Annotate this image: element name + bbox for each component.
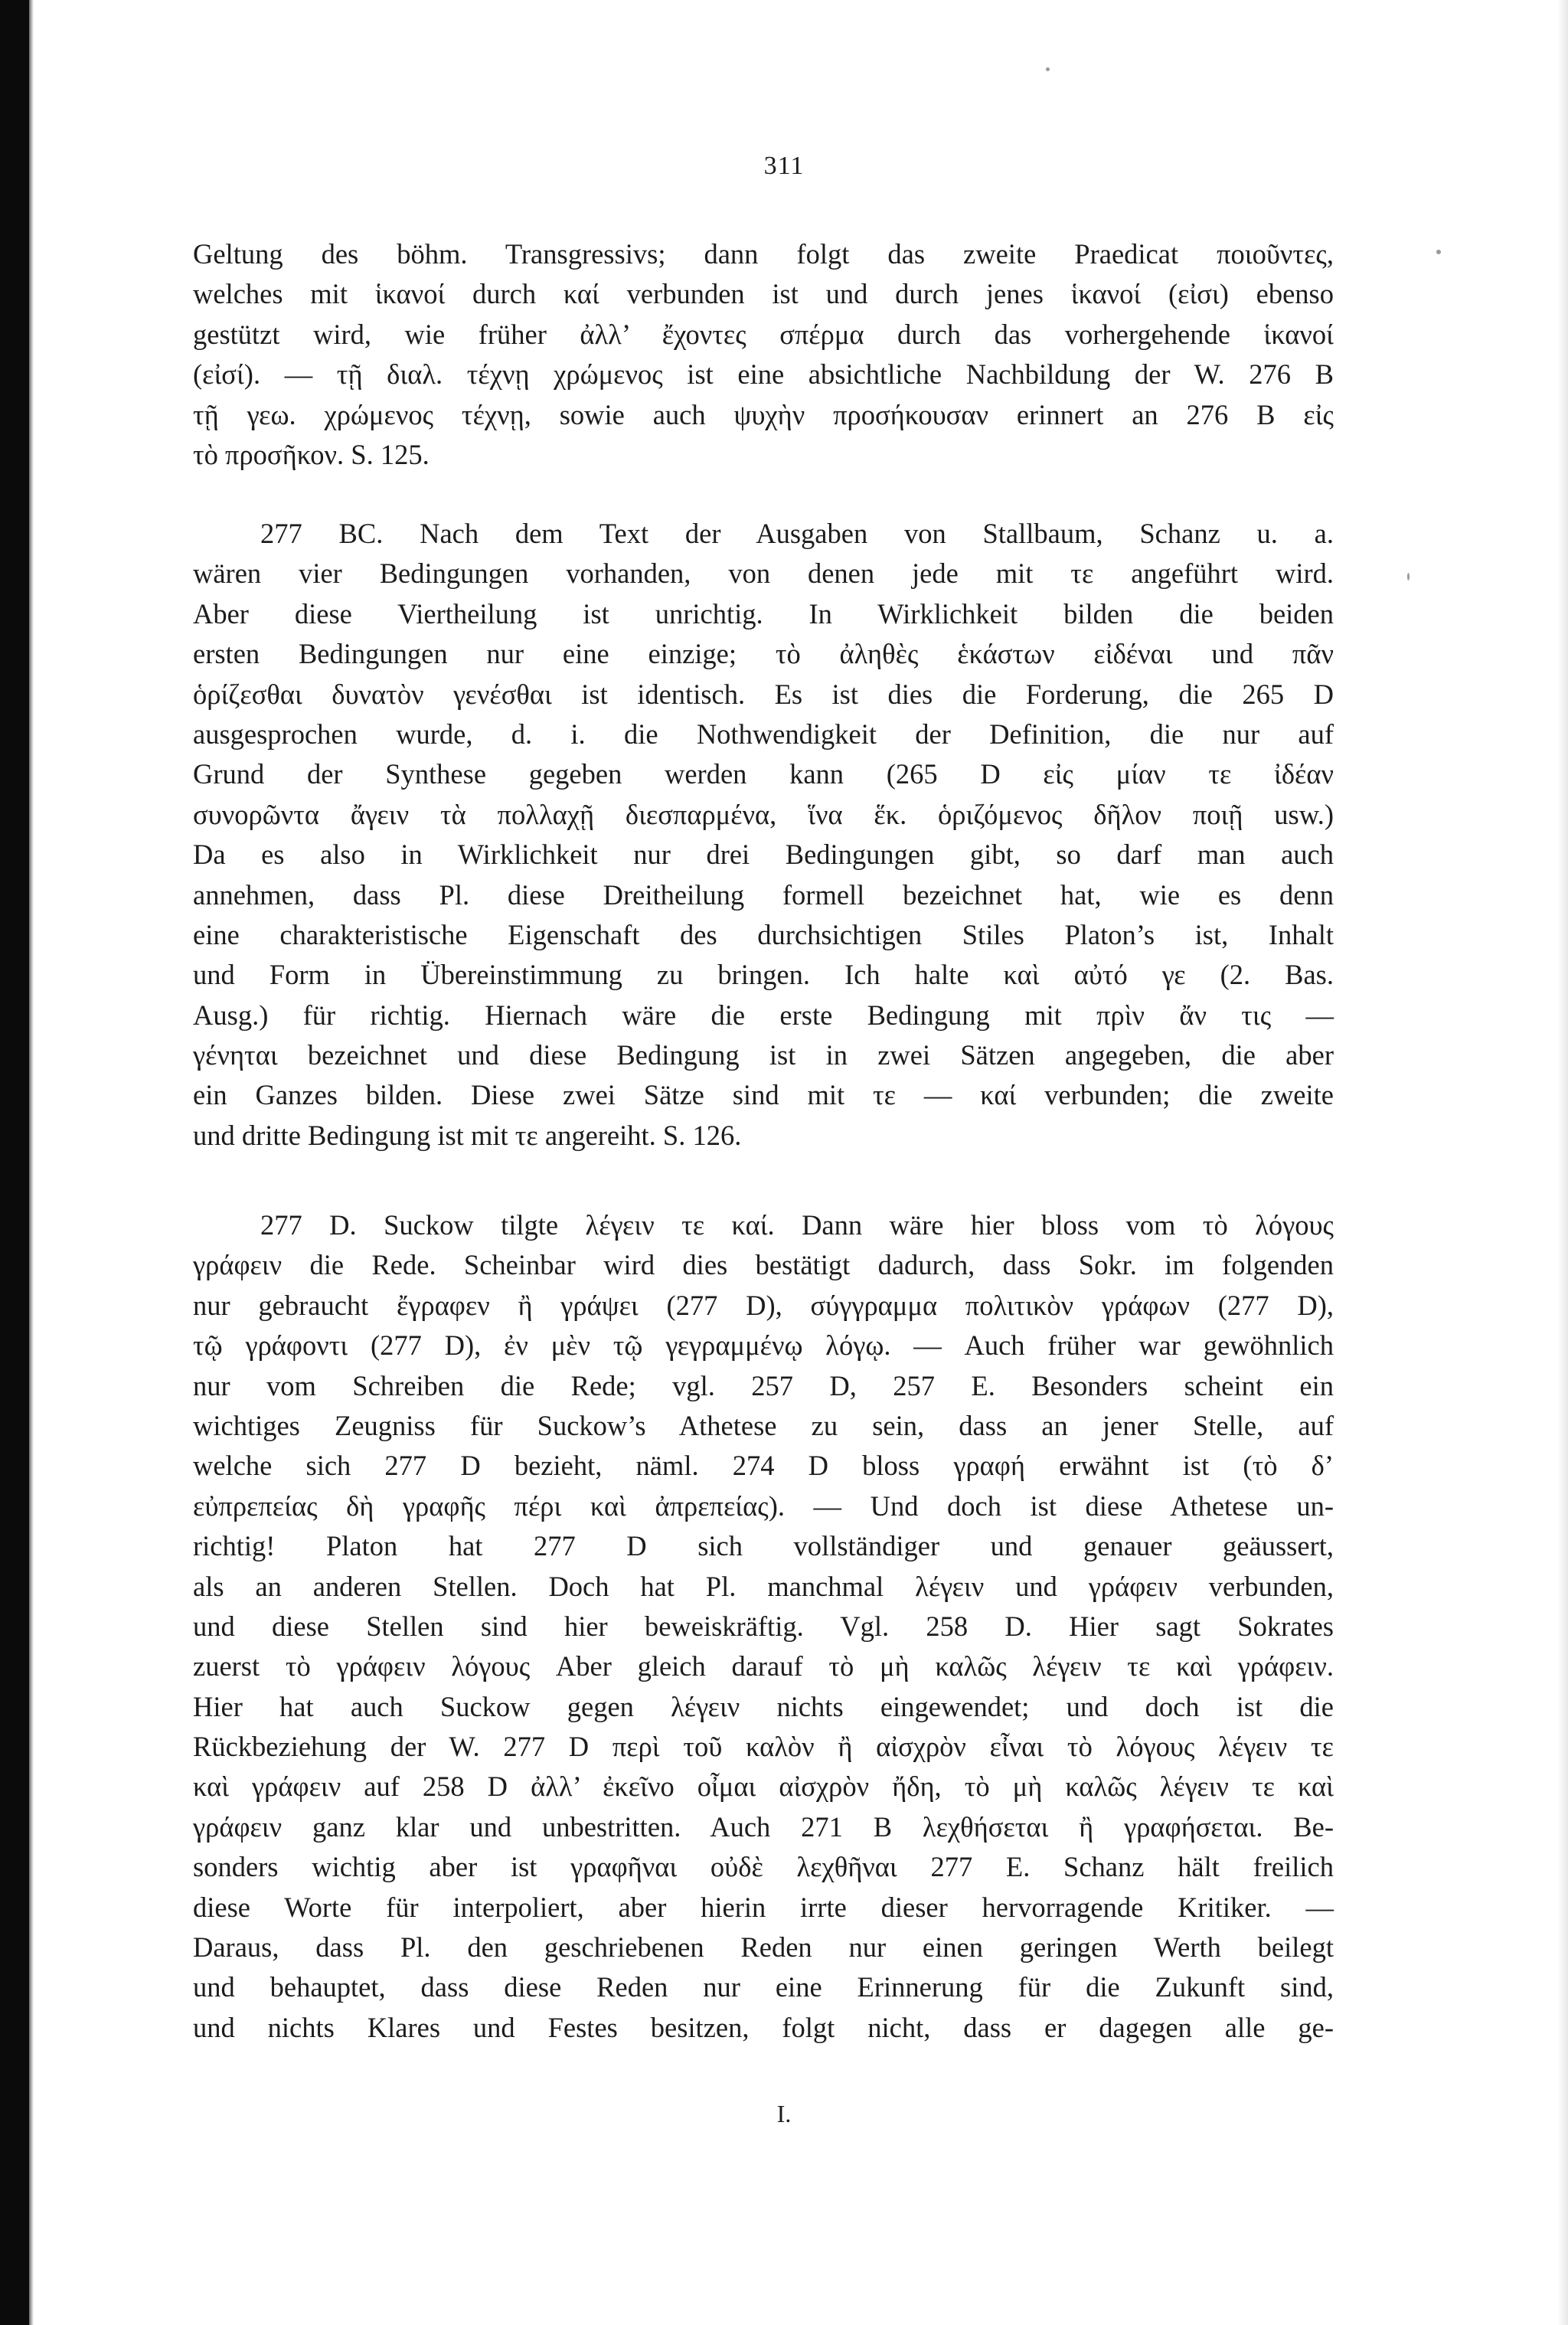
scan-speck	[1046, 67, 1050, 71]
page-number: 311	[763, 152, 805, 180]
text-line: und Form in Übereinstimmung zu bringen. Ich halte καὶ αὐτό γε (2. Bas.	[193, 959, 1334, 991]
text-line: γράφειν die Rede. Scheinbar wird dies bestätigt dadurch, dass Sokr. im folgenden	[193, 1249, 1334, 1281]
text-line: eine charakteristische Eigenschaft des durchsichtigen Stiles Platon’s ist, Inhalt	[193, 918, 1334, 950]
text-line: und diese Stellen sind hier beweiskräftig. Vgl. 258 D. Hier sagt Sokrates	[193, 1610, 1334, 1642]
text-line: welche sich 277 D bezieht, näml. 274 D bloss γραφή erwähnt ist (τὸ δ’	[193, 1450, 1334, 1482]
scan-speck	[1436, 250, 1441, 254]
text-line: γράφειν ganz klar und unbestritten. Auch 271 B λεχθήσεται ἢ γραφήσεται. Be-	[193, 1810, 1334, 1843]
text-line: Daraus, dass Pl. den geschriebenen Reden nur einen geringen Werth beilegt	[193, 1931, 1334, 1964]
text-line: welches mit ἱκανοί durch καί verbunden ist und durch jenes ἱκανοί (εἰσι) ebenso	[193, 278, 1334, 310]
text-line: als an anderen Stellen. Doch hat Pl. manchmal λέγειν und γράφειν verbunden,	[193, 1570, 1334, 1602]
text-line: καὶ γράφειν auf 258 D ἀλλ’ ἐκεῖνο οἶμαι αἰσχρὸν ἤδη, τὸ μὴ καλῶς λέγειν τε καὶ	[193, 1771, 1334, 1803]
paragraph-geltung	[193, 234, 1334, 475]
text-line: συνορῶντα ἄγειν τὰ πολλαχῇ διεσπαρμένα, ἵνα ἕκ. ὁριζόμενος δῆλον ποιῇ usw.)	[193, 798, 1334, 830]
text-line: wichtiges Zeugniss für Suckow’s Athetese zu sein, dass an jener Stelle, auf	[193, 1409, 1334, 1441]
text-line: τῷ γράφοντι (277 D), ἐν μὲν τῷ γεγραμμένῳ λόγῳ. — Auch früher war gewöhnlich	[193, 1329, 1334, 1362]
text-line: gestützt wird, wie früher ἀλλ’ ἔχοντες σπέρμα durch das vorhergehende ἱκανοί	[193, 318, 1334, 350]
scan-speck	[1407, 573, 1410, 580]
text-line: τῇ γεω. χρώμενος τέχνῃ, sowie auch ψυχὴν προσήκουσαν erinnert an 276 B εἰς	[193, 398, 1334, 430]
text-line: und nichts Klares und Festes besitzen, folgt nicht, dass er dagegen alle ge-	[193, 2011, 1334, 2043]
text-line: Ausg.) für richtig. Hiernach wäre die erste Bedingung mit πρὶν ἄν τις —	[193, 999, 1334, 1031]
text-line: Geltung des böhm. Transgressivs; dann folgt das zweite Praedicat ποιοῦντες,	[193, 238, 1334, 270]
text-line: Da es also in Wirklichkeit nur drei Bedingungen gibt, so darf man auch	[193, 839, 1334, 871]
text-line: ein Ganzes bilden. Diese zwei Sätze sind mit τε — καί verbunden; die zweite	[193, 1079, 1334, 1111]
text-line: sonders wichtig aber ist γραφῆναι οὐδὲ λεχθῆναι 277 E. Schanz hält freilich	[193, 1851, 1334, 1883]
paragraph-277-d	[193, 1205, 1334, 2048]
text-line: Hier hat auch Suckow gegen λέγειν nichts eingewendet; und doch ist die	[193, 1690, 1334, 1722]
paragraph-277-bc	[193, 514, 1334, 1156]
text-line: γένηται bezeichnet und diese Bedingung ist in zwei Sätzen angegeben, die aber	[193, 1039, 1334, 1071]
text-line: ὁρίζεσθαι δυνατὸν γενέσθαι ist identisch. Es ist dies die Forderung, die 265 D	[193, 678, 1334, 710]
text-line: (εἰσί). — τῇ διαλ. τέχνῃ χρώμενος ist eine absichtliche Nachbildung der W. 276 B	[193, 358, 1334, 391]
text-line: zuerst τὸ γράφειν λόγους Aber gleich darauf τὸ μὴ καλῶς λέγειν τε καὶ γράφειν.	[193, 1650, 1334, 1682]
scan-left-border-shadow	[29, 0, 34, 2325]
scan-left-border	[0, 0, 29, 2325]
signature-mark: I.	[776, 2100, 792, 2127]
text-line: ausgesprochen wurde, d. i. die Nothwendigkeit der Definition, die nur auf	[193, 718, 1334, 750]
text-line: richtig! Platon hat 277 D sich vollständiger und genauer geäussert,	[193, 1530, 1334, 1562]
text-line: Aber diese Viertheilung ist unrichtig. In Wirklichkeit bilden die beiden	[193, 597, 1334, 629]
text-line: 277 D. Suckow tilgte λέγειν τε καί. Dann wäre hier bloss vom τὸ λόγους	[260, 1209, 1334, 1241]
text-line: nur vom Schreiben die Rede; vgl. 257 D, 257 E. Besonders scheint ein	[193, 1369, 1334, 1401]
text-line: wären vier Bedingungen vorhanden, von denen jede mit τε angeführt wird.	[193, 558, 1334, 590]
text-line: Grund der Synthese gegeben werden kann (265 D εἰς μίαν τε ἰδέαν	[193, 758, 1334, 790]
text-line: diese Worte für interpoliert, aber hierin irrte dieser hervorragende Kritiker. —	[193, 1891, 1334, 1923]
text-line: und dritte Bedingung ist mit τε angereiht. S. 126.	[193, 1119, 742, 1151]
text-line: ersten Bedingungen nur eine einzige; τὸ ἀληθὲς ἑκάστων εἰδέναι und πᾶν	[193, 638, 1334, 670]
scan-right-edge	[1557, 0, 1568, 2325]
text-line: und behauptet, dass diese Reden nur eine Erinnerung für die Zukunft sind,	[193, 1971, 1334, 2003]
text-line: nur gebraucht ἔγραφεν ἢ γράψει (277 D), σύγγραμμα πολιτικὸν γράφων (277 D),	[193, 1289, 1334, 1321]
text-line: εὐπρεπείας δὴ γραφῆς πέρι καὶ ἀπρεπείας). — Und doch ist diese Athetese un-	[193, 1490, 1334, 1522]
text-line: τὸ προσῆκον. S. 125.	[193, 438, 430, 470]
text-line: Rückbeziehung der W. 277 D περὶ τοῦ καλὸν ἢ αἰσχρὸν εἶναι τὸ λόγους λέγειν τε	[193, 1731, 1334, 1763]
text-line: annehmen, dass Pl. diese Dreitheilung formell bezeichnet hat, wie es denn	[193, 878, 1334, 911]
text-line: 277 BC. Nach dem Text der Ausgaben von Stallbaum, Schanz u. a.	[260, 518, 1334, 549]
